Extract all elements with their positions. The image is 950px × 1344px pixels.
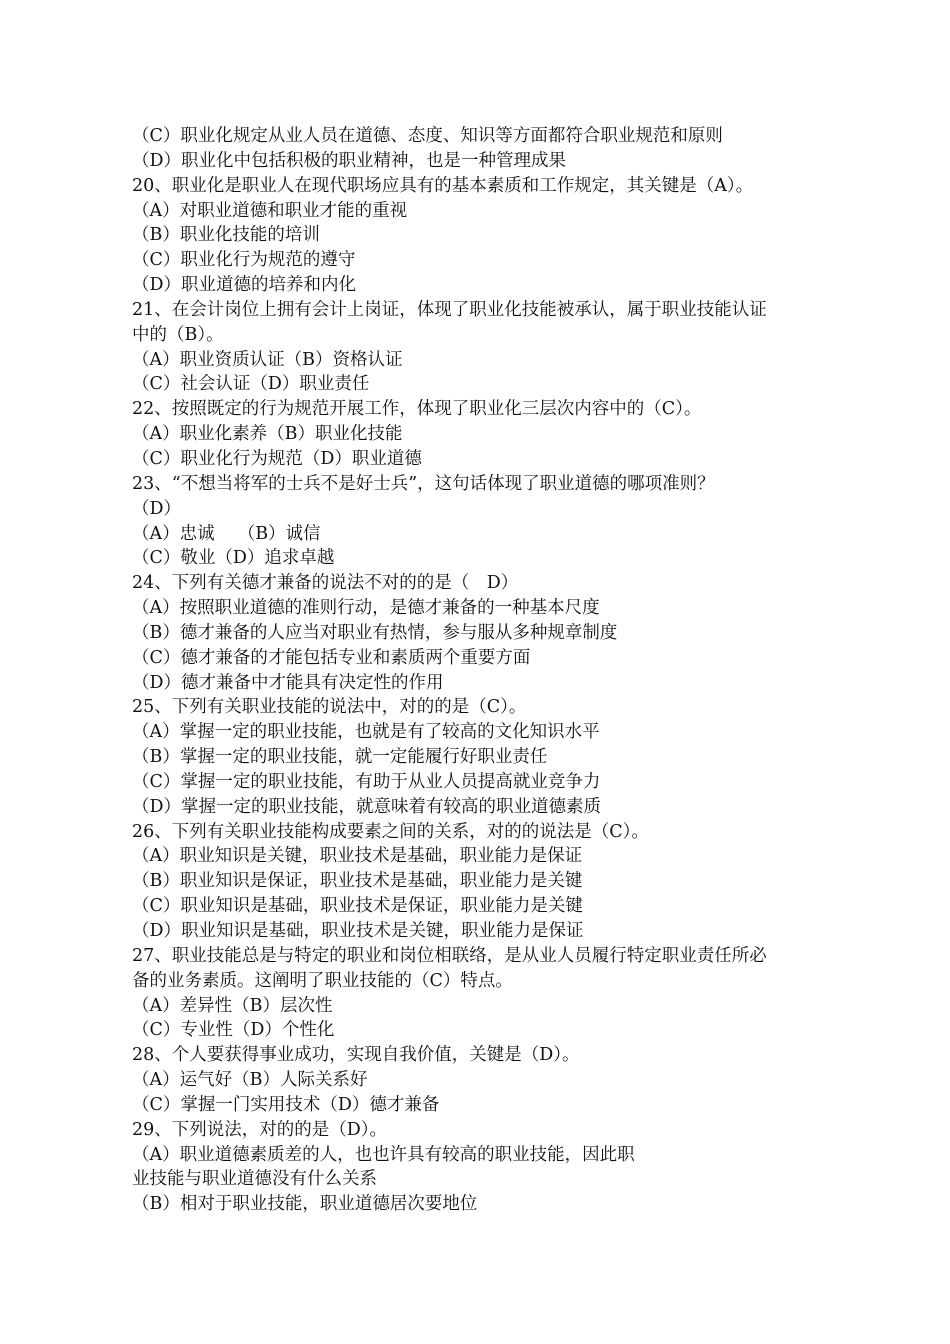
text-line: 29、下列说法，对的的是（D）。 [132, 1119, 388, 1140]
text-line: （C）掌握一门实用技术（D）德才兼备 [132, 1094, 440, 1115]
text-line: （C）专业性（D）个性化 [132, 1020, 335, 1041]
text-line: （A）对职业道德和职业才能的重视 [132, 200, 408, 221]
text-line: （C）职业化行为规范的遵守 [132, 250, 356, 271]
text-line: 25、下列有关职业技能的说法中，对的的是（C）。 [132, 697, 527, 718]
text-line: （B）职业化技能的培训 [132, 225, 320, 246]
document-body [132, 124, 852, 1217]
text-line: （A）运气好（B）人际关系好 [132, 1070, 368, 1091]
text-line: （C）敬业（D）追求卓越 [132, 548, 335, 569]
text-line: （B）职业知识是保证，职业技术是基础，职业能力是关键 [132, 871, 583, 892]
text-line: （A）职业道德素质差的人，也也许具有较高的职业技能，因此职 [132, 1144, 635, 1165]
text-line: 24、下列有关德才兼备的说法不对的的是（ D） [132, 573, 519, 594]
text-line: （A）掌握一定的职业技能，也就是有了较高的文化知识水平 [132, 722, 600, 743]
text-line: （D）职业化中包括积极的职业精神，也是一种管理成果 [132, 150, 567, 171]
text-line: 21、在会计岗位上拥有会计上岗证，体现了职业化技能被承认，属于职业技能认证 [132, 299, 767, 320]
text-line: （D） [132, 498, 182, 519]
text-line: （D）职业知识是基础，职业技术是关键，职业能力是保证 [132, 921, 584, 941]
text-line: 23、“不想当将军的士兵不是好士兵”，这句话体现了职业道德的哪项准则？ [132, 473, 715, 494]
text-line: 备的业务素质。这阐明了职业技能的（C）特点。 [132, 970, 513, 991]
text-line: （D）掌握一定的职业技能，就意味着有较高的职业道德素质 [132, 796, 602, 817]
text-line: （C）掌握一定的职业技能，有助于从业人员提高就业竞争力 [132, 771, 601, 792]
text-line: （A）职业知识是关键，职业技术是基础，职业能力是保证 [132, 846, 583, 867]
text-line: （C）社会认证（D）职业责任 [132, 374, 370, 395]
text-line: （C）职业化规定从业人员在道德、态度、知识等方面都符合职业规范和原则 [132, 126, 723, 146]
text-line: 业技能与职业道德没有什么关系 [132, 1169, 377, 1190]
text-line: 28、个人要获得事业成功，实现自我价值，关键是（D）。 [132, 1045, 580, 1066]
text-line: （A）忠诚 （B）诚信 [132, 523, 321, 544]
text-line: （C）职业化行为规范（D）职业道德 [132, 448, 422, 469]
text-line: 中的（B）。 [132, 324, 224, 345]
text-line: （B）相对于职业技能，职业道德居次要地位 [132, 1194, 478, 1215]
text-line: （B）掌握一定的职业技能，就一定能履行好职业责任 [132, 747, 548, 768]
text-line: （C）德才兼备的才能包括专业和素质两个重要方面 [132, 647, 531, 668]
text-line: （D）德才兼备中才能具有决定性的作用 [132, 672, 444, 693]
text-line: 22、按照既定的行为规范开展工作，体现了职业化三层次内容中的（C）。 [132, 399, 702, 420]
text-line: （A）差异性（B）层次性 [132, 995, 333, 1016]
text-line: 26、下列有关职业技能构成要素之间的关系，对的的说法是（C）。 [132, 821, 649, 842]
text-line: （C）职业知识是基础，职业技术是保证，职业能力是关键 [132, 896, 583, 917]
text-line: （A）职业资质认证（B）资格认证 [132, 349, 403, 370]
text-line: （A）职业化素养（B）职业化技能 [132, 424, 403, 445]
text-line: 20、职业化是职业人在现代职场应具有的基本素质和工作规定，其关键是（A）。 [132, 175, 754, 196]
text-line: （B）德才兼备的人应当对职业有热情，参与服从多种规章制度 [132, 622, 618, 643]
text-line: （D）职业道德的培养和内化 [132, 275, 357, 296]
text-line: （A）按照职业道德的准则行动，是德才兼备的一种基本尺度 [132, 598, 600, 619]
text-line: 27、职业技能总是与特定的职业和岗位相联络，是从业人员履行特定职业责任所必 [132, 945, 767, 966]
